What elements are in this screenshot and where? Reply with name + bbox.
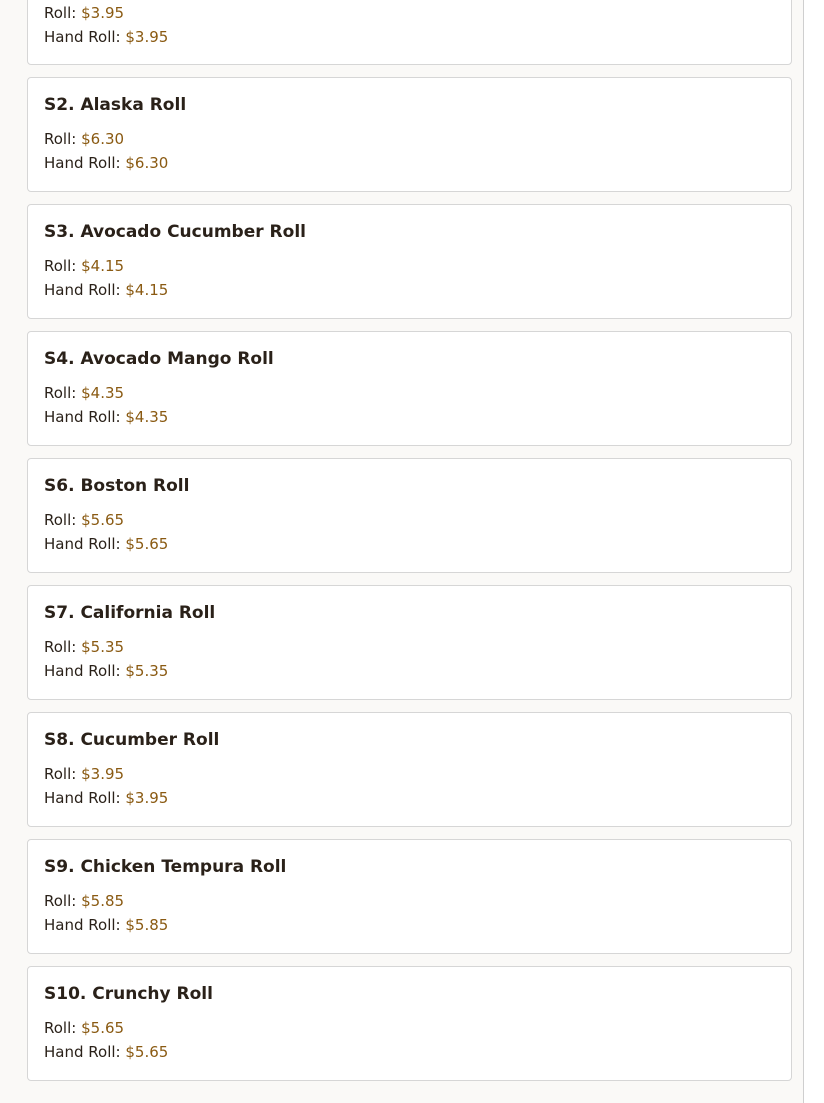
- hand-roll-label: Hand Roll:: [44, 916, 121, 934]
- hand-roll-price: $4.35: [125, 408, 169, 426]
- menu-item-card[interactable]: [27, 712, 792, 827]
- menu-item-card[interactable]: [27, 585, 792, 700]
- menu-item-title: S4. Avocado Mango Roll: [44, 349, 274, 369]
- menu-item-card[interactable]: [27, 204, 792, 319]
- price-block: [44, 381, 775, 429]
- roll-label: Roll:: [44, 4, 77, 22]
- hand-roll-label: Hand Roll:: [44, 535, 121, 553]
- menu-item-title: S6. Boston Roll: [44, 476, 190, 496]
- menu-item-list: [27, 0, 792, 1093]
- menu-item-title: S10. Crunchy Roll: [44, 984, 213, 1004]
- price-block: [44, 1, 775, 49]
- hand-roll-price: $3.95: [125, 28, 169, 46]
- menu-item-title: S9. Chicken Tempura Roll: [44, 857, 287, 877]
- roll-price-line: [44, 381, 775, 405]
- hand-roll-price-line: [44, 278, 775, 302]
- hand-roll-price: $6.30: [125, 154, 169, 172]
- hand-roll-label: Hand Roll:: [44, 154, 121, 172]
- hand-roll-price: $5.65: [125, 1043, 169, 1061]
- menu-item-card[interactable]: [27, 458, 792, 573]
- roll-price-line: [44, 1, 775, 25]
- price-block: [44, 889, 775, 937]
- hand-roll-price: $3.95: [125, 789, 169, 807]
- roll-price: $3.95: [81, 4, 125, 22]
- menu-item-title: S3. Avocado Cucumber Roll: [44, 222, 306, 242]
- price-block: [44, 762, 775, 810]
- roll-price: $4.15: [81, 257, 125, 275]
- menu-item-title: S8. Cucumber Roll: [44, 730, 220, 750]
- roll-price: $6.30: [81, 130, 125, 148]
- roll-label: Roll:: [44, 257, 77, 275]
- hand-roll-price-line: [44, 405, 775, 429]
- hand-roll-label: Hand Roll:: [44, 281, 121, 299]
- price-block: [44, 508, 775, 556]
- roll-price-line: [44, 889, 775, 913]
- hand-roll-price: $5.35: [125, 662, 169, 680]
- price-block: [44, 635, 775, 683]
- roll-price-line: [44, 127, 775, 151]
- hand-roll-price-line: [44, 1040, 775, 1064]
- roll-label: Roll:: [44, 638, 77, 656]
- hand-roll-price-line: [44, 913, 775, 937]
- roll-price: $5.65: [81, 511, 125, 529]
- hand-roll-label: Hand Roll:: [44, 28, 121, 46]
- hand-roll-label: Hand Roll:: [44, 789, 121, 807]
- hand-roll-label: Hand Roll:: [44, 1043, 121, 1061]
- roll-price: $5.35: [81, 638, 125, 656]
- roll-price-line: [44, 1016, 775, 1040]
- hand-roll-price-line: [44, 151, 775, 175]
- hand-roll-price: $5.85: [125, 916, 169, 934]
- price-block: [44, 254, 775, 302]
- roll-label: Roll:: [44, 384, 77, 402]
- roll-price-line: [44, 762, 775, 786]
- hand-roll-price-line: [44, 25, 775, 49]
- menu-item-card[interactable]: [27, 0, 792, 65]
- roll-price-line: [44, 635, 775, 659]
- menu-item-card[interactable]: [27, 77, 792, 192]
- price-block: [44, 1016, 775, 1064]
- roll-price: $5.85: [81, 892, 125, 910]
- hand-roll-price-line: [44, 659, 775, 683]
- roll-label: Roll:: [44, 130, 77, 148]
- menu-item-card[interactable]: [27, 331, 792, 446]
- menu-item-title: S2. Alaska Roll: [44, 95, 187, 115]
- hand-roll-price: $5.65: [125, 535, 169, 553]
- roll-label: Roll:: [44, 511, 77, 529]
- roll-price: $4.35: [81, 384, 125, 402]
- menu-item-card[interactable]: [27, 966, 792, 1081]
- roll-price-line: [44, 254, 775, 278]
- hand-roll-label: Hand Roll:: [44, 662, 121, 680]
- hand-roll-label: Hand Roll:: [44, 408, 121, 426]
- price-block: [44, 127, 775, 175]
- menu-item-card[interactable]: [27, 839, 792, 954]
- hand-roll-price-line: [44, 532, 775, 556]
- roll-label: Roll:: [44, 1019, 77, 1037]
- roll-label: Roll:: [44, 765, 77, 783]
- hand-roll-price: $4.15: [125, 281, 169, 299]
- roll-price: $5.65: [81, 1019, 125, 1037]
- roll-label: Roll:: [44, 892, 77, 910]
- roll-price-line: [44, 508, 775, 532]
- menu-item-title: S7. California Roll: [44, 603, 216, 623]
- hand-roll-price-line: [44, 786, 775, 810]
- roll-price: $3.95: [81, 765, 125, 783]
